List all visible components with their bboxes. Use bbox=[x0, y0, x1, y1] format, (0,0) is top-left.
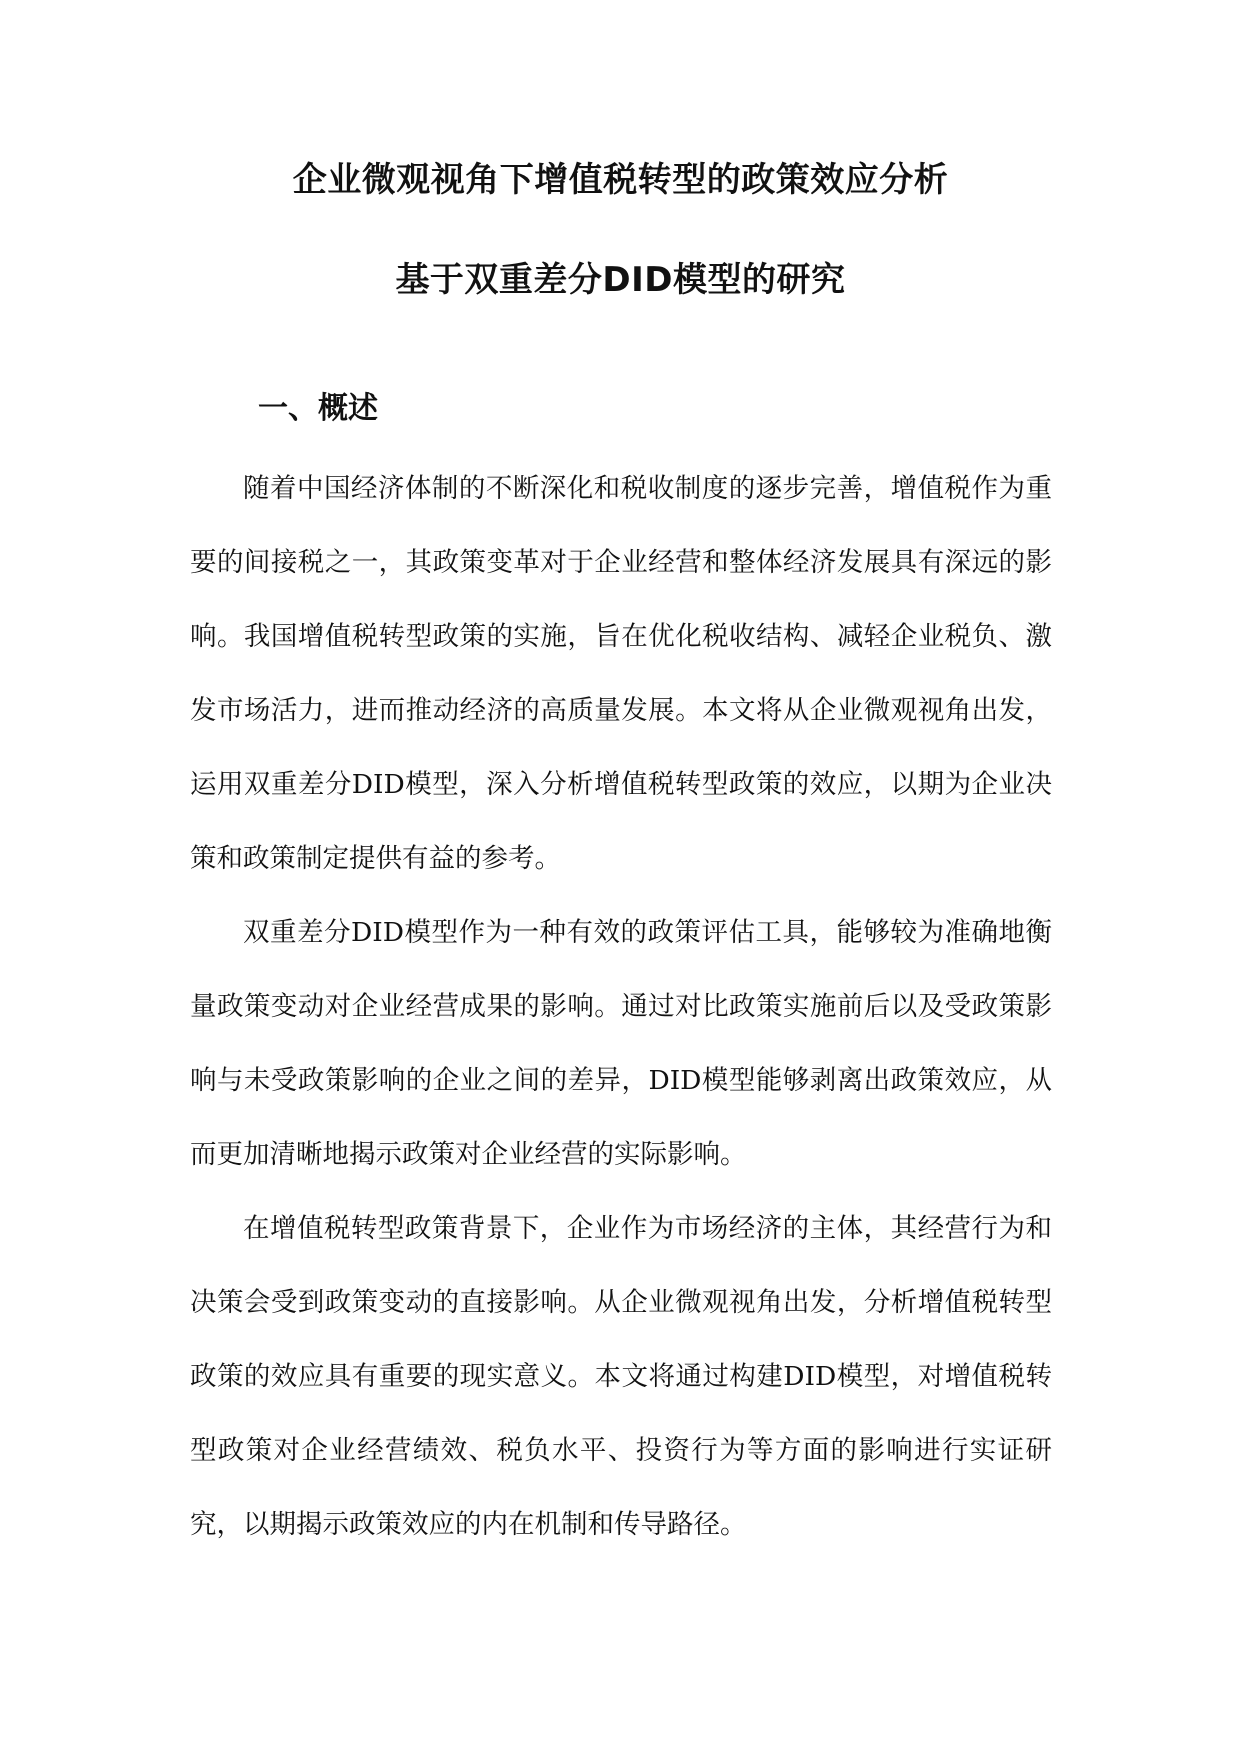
paragraph-2-block bbox=[190, 896, 1052, 1192]
paragraph-3-block bbox=[190, 1192, 1052, 1562]
paragraph-1-block bbox=[190, 452, 1052, 896]
section-heading: 一、概述 bbox=[258, 391, 378, 426]
document-title: 企业微观视角下增值税转型的政策效应分析 bbox=[292, 160, 949, 200]
paragraph: 双重差分DID模型作为一种有效的政策评估工具，能够较为准确地衡量政策变动对企业经营成果的影响。通过对比政策实施前后以及受政策影响与未受政策影响的企业之间的差异，DID模型能够剥离出政策效应，从而更加清晰地揭示政策对企业经营的实际影响。 bbox=[190, 917, 1052, 1170]
paragraph: 在增值税转型政策背景下，企业作为市场经济的主体，其经营行为和决策会受到政策变动的直接影响。从企业微观视角出发，分析增值税转型政策的效应具有重要的现实意义。本文将通过构建DID模型，对增值税转型政策对企业经营绩效、税负水平、投资行为等方面的影响进行实证研究，以期揭示政策效应的内在机制和传导路径。 bbox=[190, 1213, 1052, 1540]
document-subtitle: 基于双重差分DID模型的研究 bbox=[395, 260, 846, 300]
paragraph: 随着中国经济体制的不断深化和税收制度的逐步完善，增值税作为重要的间接税之一，其政策变革对于企业经营和整体经济发展具有深远的影响。我国增值税转型政策的实施，旨在优化税收结构、减轻企业税负、激发市场活力，进而推动经济的高质量发展。本文将从企业微观视角出发，运用双重差分DID模型，深入分析增值税转型政策的效应，以期为企业决策和政策制定提供有益的参考。 bbox=[190, 473, 1052, 874]
